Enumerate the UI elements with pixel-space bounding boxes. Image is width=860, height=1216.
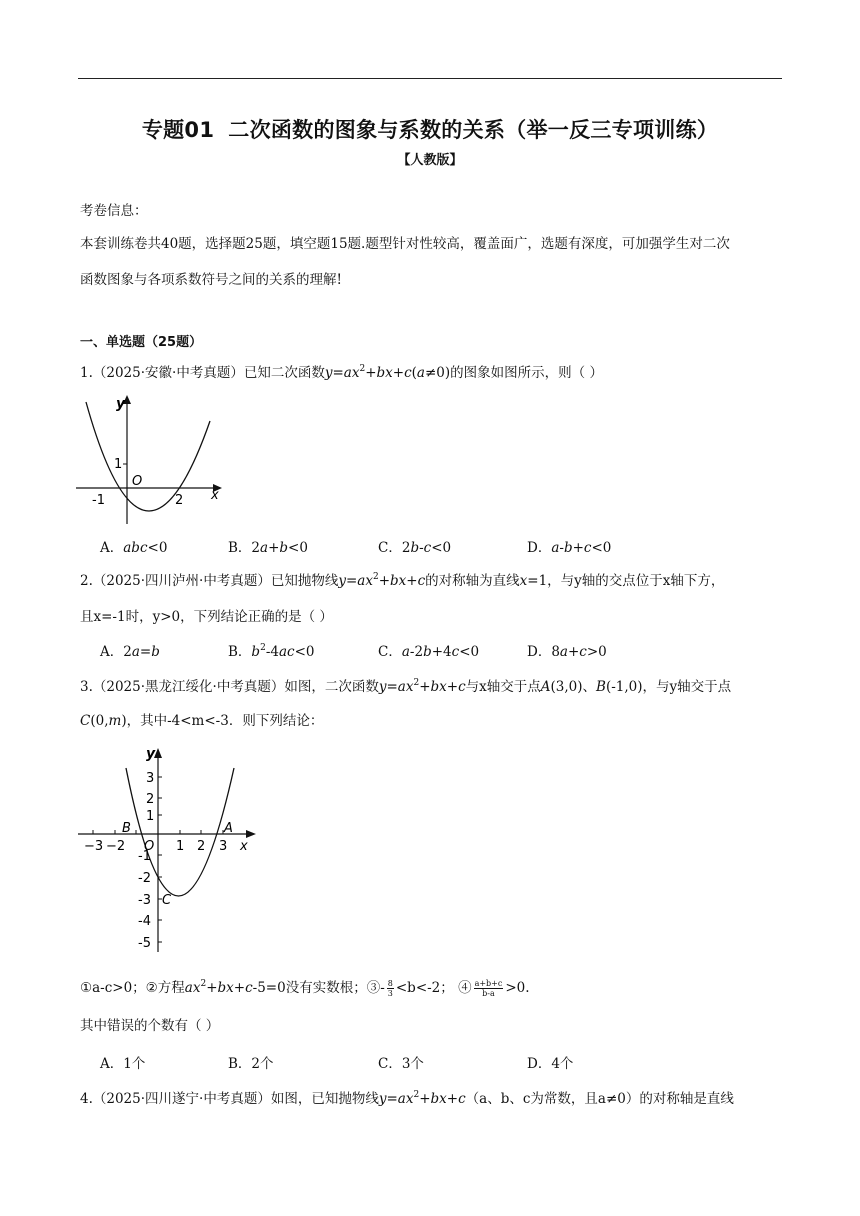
q3-ytick-2: 2 (146, 792, 155, 807)
q1-tick-label-m1: -1 (92, 493, 105, 508)
q3-stem-line2-text: ，其中-4<m<-3．则下列结论： (126, 713, 324, 729)
q3-xtick-2: 2 (197, 839, 206, 854)
q1-tick-label-1: 1 (114, 457, 123, 472)
q1-option-a[interactable]: A．abc<0 (100, 540, 168, 556)
q3-x-label: x (240, 839, 248, 854)
q2-option-a[interactable]: A．2a=b (100, 644, 160, 660)
q1-option-b[interactable]: B．2a+b<0 (228, 540, 308, 556)
q3-conclusion-3: <b<-2； ④ (395, 980, 472, 996)
q1-graph (76, 392, 224, 528)
q3-stem-line1: 3.（2025·黑龙江绥化·中考真题）如图，二次函数$y=ax^2+bx+c$与x轴交于点A(3,0)、B(-1,0)，与y轴交于点 (80, 678, 732, 695)
q3-fraction-abc: $\frac{a+b+c}{b-a}$ (474, 979, 503, 998)
q2-source: 2.（2025·四川泸州·中考真题）已知抛物线 (80, 573, 339, 589)
q1-y-label: y (116, 396, 126, 412)
q3-conclusion-2: -5=0没有实数根；③- (252, 980, 385, 996)
q2-options (100, 640, 760, 660)
q3-ytick-m2: -2 (138, 871, 151, 886)
header-rule (78, 78, 782, 79)
q2-option-c[interactable]: C．a-2b+4c<0 (378, 644, 480, 660)
page-subtitle: 【人教版】 (397, 153, 463, 168)
q4-stem-rest: （a、b、c为常数，且a≠0）的对称轴是直线 (465, 1091, 734, 1107)
q3-conclusion-1: ①a-c>0；②方程 (80, 980, 185, 996)
q3-question: 其中错误的个数有（ ） (80, 1018, 220, 1034)
q4-stem: 4.（2025·四川遂宁·中考真题）如图，已知抛物线$y=ax^2+bx+c(a$、b、c为常数，且a≠0）的对称轴是直线 (80, 1090, 734, 1107)
q3-ytick-m4: -4 (138, 914, 151, 929)
q3-stem-line2: C(0,m)，其中-4<m<-3．则下列结论： (80, 713, 324, 729)
q3-y-label: y (146, 746, 156, 762)
q2-option-d[interactable]: D．8a+c>0 (527, 644, 607, 660)
q3-xtick-3: 3 (219, 839, 228, 854)
q2-stem-line1: 2.（2025·四川泸州·中考真题）已知抛物线$y=ax^2+bx+c$的对称轴为直线x=1，与y轴的交点位于x轴下方， (80, 572, 725, 589)
q3-point-c-label: C (162, 893, 172, 908)
q3-point-a-label: A (224, 821, 233, 836)
q3-option-c[interactable]: C．3个 (378, 1056, 424, 1072)
q3-stem-mid: 与x轴交于点 (465, 679, 541, 695)
q3-fraction-8-3: $\frac{8}{3}$ (387, 979, 393, 998)
q3-options (100, 1052, 760, 1072)
q3-point-b-label: B (122, 821, 131, 836)
q1-x-label: x (211, 488, 219, 503)
q1-tick-label-2: 2 (175, 493, 184, 508)
title-number: 专题01 (141, 118, 215, 142)
q2-stem-end: ，与y轴的交点位于x轴下方， (547, 573, 725, 589)
q3-y-arrow (154, 748, 162, 758)
q3-xtick-m3: −3 (84, 839, 104, 854)
q3-conclusion-4: >0. (505, 980, 530, 996)
q3-origin-label: O (144, 839, 155, 854)
q3-stem-end: ，与y轴交于点 (642, 679, 732, 695)
q1-options (100, 536, 760, 556)
q1-option-d[interactable]: D．a-b+c<0 (527, 540, 612, 556)
q3-option-a[interactable]: A．1个 (100, 1056, 146, 1072)
q3-xtick-1: 1 (176, 839, 185, 854)
info-text-line2: 函数图象与各项系数符号之间的关系的理解! (80, 272, 342, 288)
q3-ytick-m1: -1 (138, 849, 151, 864)
q3-ytick-m3: -3 (138, 893, 151, 908)
page-title (0, 114, 860, 144)
q1-origin-label: O (132, 474, 143, 489)
info-label: 考卷信息： (80, 203, 148, 219)
section-heading: 一、单选题（25题） (80, 335, 203, 350)
q2-option-b[interactable]: B．$b^2-4ac<0$ (228, 643, 315, 660)
q3-x-arrow (246, 830, 256, 838)
q3-source: 3.（2025·黑龙江绥化·中考真题）如图，二次函数 (80, 679, 379, 695)
q2-stem-mid: 的对称轴为直线 (425, 573, 520, 589)
q3-ytick-3: 3 (146, 771, 155, 786)
info-text-line1: 本套训练卷共40题，选择题25题，填空题15题.题型针对性较高，覆盖面广，选题有深度，可加强学生对二次 (80, 236, 730, 252)
q4-source: 4.（2025·四川遂宁·中考真题）如图，已知抛物线 (80, 1091, 379, 1107)
q1-stem: 1.（2025·安徽·中考真题）已知二次函数$y=ax^2+bx+c(a\ne 0)$的图象如图所示，则（ ） (80, 364, 603, 381)
q3-conclusions: ①a-c>0；②方程$ax^2+bx+c-5=0$没有实数根；③- $\frac{8}{3}$ <b<-2； ④ $\frac{a+b+c}{b-a}$ >0. (80, 979, 530, 998)
q3-graph (76, 740, 266, 958)
q3-option-d[interactable]: D．4个 (527, 1056, 574, 1072)
q2-stem-line2: 且x=-1时，y>0，下列结论正确的是（ ） (80, 609, 333, 625)
q3-option-b[interactable]: B．2个 (228, 1056, 274, 1072)
q3-ytick-1: 1 (146, 809, 155, 824)
title-text: 二次函数的图象与系数的关系（举一反三专项训练） (228, 118, 719, 142)
q1-stem-end: 的图象如图所示，则（ ） (450, 365, 603, 381)
q3-xtick-m2: −2 (106, 839, 126, 854)
q3-ytick-m5: -5 (138, 936, 151, 951)
q1-source: 1.（2025·安徽·中考真题）已知二次函数 (80, 365, 325, 381)
q1-option-c[interactable]: C．2b-c<0 (378, 540, 452, 556)
